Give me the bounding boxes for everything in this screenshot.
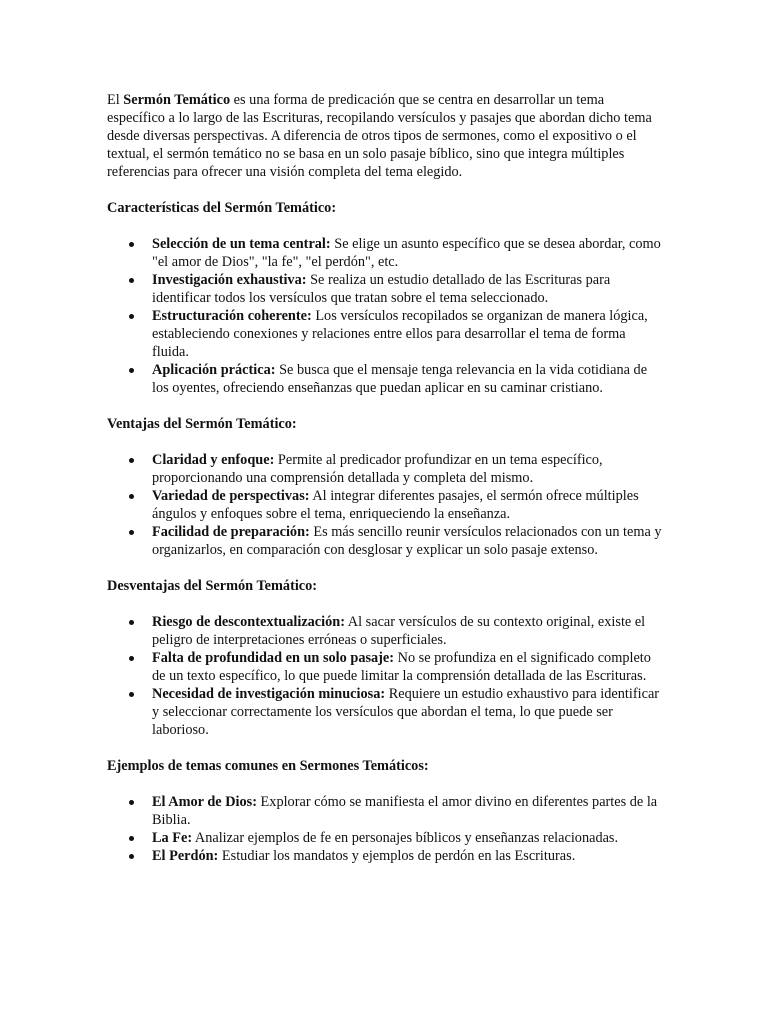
list-item-term: Necesidad de investigación minuciosa: (152, 686, 386, 702)
list-item (107, 235, 662, 271)
list-item (107, 523, 662, 559)
section-ejemplos-de-temas-comunes-en-sermones-tematicos (107, 757, 662, 865)
section-heading: Ejemplos de temas comunes en Sermones Temáticos: (107, 758, 429, 774)
list-item-term: El Amor de Dios: (152, 794, 257, 810)
bullet-list (107, 793, 662, 865)
list-item-text: Se busca que el mensaje tenga relevancia en la vida cotidiana de los oyentes, ofreciendo enseñanzas que puedan aplicar en su caminar cristiano. (152, 362, 648, 396)
section-caracteristicas-del-sermon-tematico (107, 199, 662, 397)
list-item (107, 307, 662, 361)
list-item-term: El Perdón: (152, 848, 219, 864)
list-item-term: Facilidad de preparación: (152, 524, 310, 540)
list-item (107, 451, 662, 487)
list-item-text: Estudiar los mandatos y ejemplos de perdón en las Escrituras. (218, 848, 576, 864)
bullet-icon (129, 692, 134, 697)
list-item-term: La Fe: (152, 830, 193, 846)
document-page (107, 91, 662, 883)
list-item-text: Al sacar versículos de su contexto original, existe el peligro de interpretaciones erróneas o superficiales. (152, 614, 646, 648)
bullet-icon (129, 494, 134, 499)
list-item (107, 361, 662, 397)
bullet-icon (129, 368, 134, 373)
section-heading: Características del Sermón Temático: (107, 200, 337, 216)
intro-paragraph (107, 91, 662, 181)
list-item-term: Claridad y enfoque: (152, 452, 275, 468)
sections-container (107, 199, 662, 865)
list-item (107, 685, 662, 739)
section-ventajas-del-sermon-tematico (107, 415, 662, 559)
list-item-text: Se elige un asunto específico que se desea abordar, como "el amor de Dios", "la fe", "el perdón", etc. (152, 236, 661, 270)
list-item-text: Se realiza un estudio detallado de las Escrituras para identificar todos los versículos que tratan sobre el tema seleccionado. (152, 272, 611, 306)
bullet-icon (129, 242, 134, 247)
list-item-term: Selección de un tema central: (152, 236, 331, 252)
list-item (107, 271, 662, 307)
bullet-list (107, 235, 662, 397)
list-item (107, 487, 662, 523)
list-item-text: Permite al predicador profundizar en un tema específico, proporcionando una comprensión detallada y completa del mismo. (152, 452, 603, 486)
list-item (107, 613, 662, 649)
section-heading: Desventajas del Sermón Temático: (107, 578, 318, 594)
list-item-text: Analizar ejemplos de fe en personajes bíblicos y enseñanzas relacionadas. (192, 830, 619, 846)
list-item-text: Explorar cómo se manifiesta el amor divino en diferentes partes de la Biblia. (152, 794, 658, 828)
list-item-term: Variedad de perspectivas: (152, 488, 310, 504)
list-item-term: Falta de profundidad en un solo pasaje: (152, 650, 395, 666)
list-item-text: No se profundiza en el significado completo de un texto específico, lo que puede limitar la comprensión detallada de las Escrituras. (152, 650, 651, 684)
bullet-icon (129, 854, 134, 859)
list-item-text: Requiere un estudio exhaustivo para identificar y seleccionar correctamente los versículos que abordan el tema, lo que puede ser laborioso. (152, 686, 660, 738)
list-item (107, 649, 662, 685)
bullet-icon (129, 836, 134, 841)
bullet-icon (129, 278, 134, 283)
intro-term: Sermón Temático (123, 92, 231, 108)
list-item-term: Riesgo de descontextualización: (152, 614, 345, 630)
bullet-icon (129, 620, 134, 625)
list-item (107, 829, 662, 847)
section-desventajas-del-sermon-tematico (107, 577, 662, 739)
section-heading: Ventajas del Sermón Temático: (107, 416, 297, 432)
list-item-term: Investigación exhaustiva: (152, 272, 307, 288)
bullet-icon (129, 800, 134, 805)
bullet-icon (129, 314, 134, 319)
list-item-term: Aplicación práctica: (152, 362, 276, 378)
list-item-text: Es más sencillo reunir versículos relacionados con un tema y organizarlos, en comparación con desglosar y explicar un solo pasaje extenso. (152, 524, 662, 558)
list-item-text: Al integrar diferentes pasajes, el sermón ofrece múltiples ángulos y enfoques sobre el tema, enriqueciendo la enseñanza. (152, 488, 639, 522)
bullet-icon (129, 656, 134, 661)
intro-prefix: El (107, 92, 124, 108)
list-item-term: Estructuración coherente: (152, 308, 312, 324)
list-item (107, 847, 662, 865)
intro-text: es una forma de predicación que se centra en desarrollar un tema específico a lo largo de las Escrituras, recopilando versículos y pasajes que abordan dicho tema desde diversas perspectivas. A diferencia de otros tipos de sermones, como el expositivo o el textual, el sermón temático no se basa en un solo pasaje bíblico, sino que integra múltiples referencias para ofrecer una visión completa del tema elegido. (107, 92, 652, 180)
list-item-text: Los versículos recopilados se organizan de manera lógica, estableciendo conexiones y relaciones entre ellos para desarrollar el tema de forma fluida. (152, 308, 648, 360)
bullet-list (107, 451, 662, 559)
bullet-icon (129, 530, 134, 535)
bullet-list (107, 613, 662, 739)
bullet-icon (129, 458, 134, 463)
list-item (107, 793, 662, 829)
